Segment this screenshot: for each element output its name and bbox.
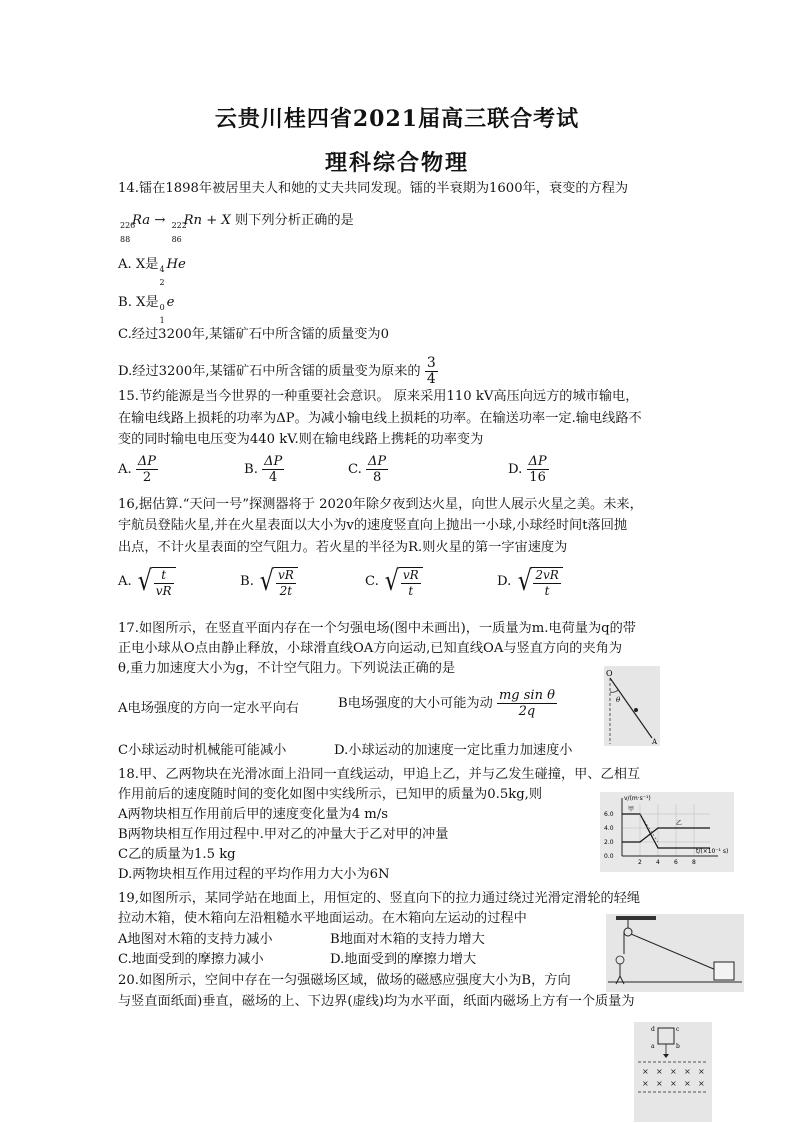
q18-ytick: 6.0: [604, 811, 614, 818]
fig-label-a: A: [652, 738, 658, 746]
q18-ytick: 0.0: [604, 853, 614, 860]
q14-option-d: D.经过3200年,某镭矿石中所含镭的质量变为原来的 $\frac{3}{4}$: [118, 355, 436, 387]
q18-stem-1: 18.甲、乙两物块在光滑冰面上沿同一直线运动，甲追上乙，并与乙发生碰撞，甲、乙相互: [118, 767, 641, 782]
q18-option-a: A两物块相互作用前后甲的速度变化量为4 m/s: [118, 807, 389, 822]
q18-xtick: 2: [638, 859, 642, 866]
svg-text:×: ×: [670, 1079, 677, 1088]
q14-option-a: A. X是 4 2 He: [118, 257, 186, 287]
svg-text:×: ×: [698, 1067, 705, 1076]
q18-fig-yi: 乙: [676, 820, 683, 827]
q15-stem-2: 在输电线路上损耗的功率为ΔP。为减小输电线上损耗的功率。在输送功率一定.输电线路不: [118, 411, 642, 426]
q18-xtick: 4: [656, 859, 660, 866]
q18-ytick: 2.0: [604, 839, 614, 846]
q20-label-d: d: [651, 1026, 655, 1033]
q19-option-a: A地图对木箱的支持力减小: [118, 932, 273, 947]
q18-figure: [600, 792, 734, 872]
q19-option-b: B地面对木箱的支持力增大: [330, 932, 485, 947]
q17-stem-2: 正电小球从O点由静止释放，小球滑直线OA方向运动,已知直线OA与竖直方向的夹角为: [118, 641, 623, 656]
q18-fig-jia: 甲: [628, 806, 635, 813]
q17-option-a: A电场强度的方向一定水平向右: [118, 701, 299, 716]
q20-stem-1: 20.如图所示，空间中存在一匀强磁场区域，做场的磁感应强度大小为B，方向: [118, 973, 571, 988]
q16-option-a: A. √ $\frac{t}{vR}$: [118, 564, 176, 599]
svg-text:×: ×: [670, 1067, 677, 1076]
q17-stem-1: 17.如图所示，在竖直平面内存在一个匀强电场(图中未画出)，一质量为m.电荷量为q的带: [118, 621, 636, 636]
q16-option-d: D. √ $\frac{2vR}{t}$: [497, 564, 563, 599]
q18-option-c: C乙的质量为1.5 kg: [118, 847, 236, 862]
q18-xtick: 6: [674, 859, 678, 866]
svg-text:×: ×: [642, 1079, 649, 1088]
q16-option-c: C. √ $\frac{vR}{t}$: [365, 564, 423, 599]
q19-stem-1: 19,如图所示，某同学站在地面上，用恒定的、竖直向下的拉力通过绕过光滑定滑轮的轻绳: [118, 891, 641, 906]
q14-option-b: B. X是 0 1 e: [118, 295, 175, 325]
fig-label-theta: θ: [616, 696, 621, 704]
q17-option-c: C小球运动时机械能可能减小: [118, 743, 287, 758]
svg-text:×: ×: [684, 1079, 691, 1088]
q19-stem-2: 拉动木箱，使木箱向左沿粗糙水平地面运动。在木箱向左运动的过程中: [118, 911, 527, 926]
fig-label-o: O: [606, 669, 613, 678]
page-subtitle: 理科综合物理: [324, 150, 469, 176]
q18-option-d: D.两物块相互作用过程的平均作用力大小为6N: [118, 867, 390, 882]
svg-text:×: ×: [642, 1067, 649, 1076]
q18-fig-ylabel: v/(m·s⁻¹): [624, 795, 651, 802]
q18-stem-2: 作用前后的速度随时间的变化如图中实线所示，已知甲的质量为0.5kg,则: [118, 787, 543, 802]
q14-stem: 14.镭在1898年被居里夫人和她的丈夫共同发现。镭的半衰期为1600年，衰变的方程为: [118, 181, 629, 196]
q19-option-c: C.地面受到的摩擦力减小: [118, 952, 264, 967]
q14-equation: 226 88 Ra → 222 86 Rn + X 则下列分析正确的是: [120, 213, 354, 244]
q18-fig-xlabel: t/(×10⁻¹ s): [696, 848, 729, 855]
q16-stem-1: 16,据估算.“天问一号”探测器将于 2020年除夕夜到达火星，向世人展示火星之美。未来，: [118, 497, 643, 512]
q16-option-b: B. √ $\frac{vR}{2t}$: [240, 564, 298, 599]
q16-stem-3: 出点，不计火星表面的空气阻力。若火星的半径为R.则火星的第一字宙速度为: [118, 540, 568, 555]
q15-stem-3: 变的同时输电电压变为440 kV.则在输电线路上携耗的功率变为: [118, 432, 484, 447]
q15-option-c: C. $\frac{\Delta P}{8}$: [348, 454, 387, 485]
q20-label-b: b: [676, 1043, 680, 1050]
q20-stem-2: 与竖直面纸面)垂直，磁场的上、下边界(虚线)均为水平面，纸面内磁场上方有一个质量为: [118, 994, 635, 1009]
q19-figure: [606, 914, 744, 992]
q14-option-c: C.经过3200年,某镭矿石中所含镭的质量变为0: [118, 327, 389, 342]
q18-ytick: 4.0: [604, 825, 614, 832]
q20-label-a: a: [651, 1043, 655, 1050]
q20-label-c: c: [676, 1026, 680, 1033]
q15-stem-1: 15.节约能源是当今世界的一种重要社会意识。 原来采用110 kV高压向远方的城市输电，: [118, 389, 639, 404]
svg-text:×: ×: [656, 1079, 663, 1088]
q15-option-a: A. $\frac{\Delta P}{2}$: [118, 454, 157, 485]
q15-option-d: D. $\frac{\Delta P}{16}$: [508, 454, 547, 485]
q20-figure: [634, 1022, 712, 1122]
page-title: 云贵川桂四省2021届高三联合考试: [214, 106, 580, 132]
q18-xtick: 8: [692, 859, 696, 866]
svg-text:×: ×: [698, 1079, 705, 1088]
q15-option-b: B. $\frac{\Delta P}{4}$: [244, 454, 283, 485]
q18-option-b: B两物块相互作用过程中.甲对乙的冲量大于乙对甲的冲量: [118, 827, 449, 842]
q17-figure: [604, 666, 660, 746]
q19-option-d: D.地面受到的摩擦力增大: [330, 952, 477, 967]
svg-text:×: ×: [684, 1067, 691, 1076]
q17-option-d: D.小球运动的加速度一定比重力加速度小: [334, 743, 573, 758]
q17-stem-3: θ,重力加速度大小为g，不计空气阻力。下列说法正确的是: [118, 661, 456, 676]
svg-text:×: ×: [656, 1067, 663, 1076]
q16-stem-2: 宇航员登陆火星,并在火星表面以大小为v的速度竖直向上抛出一小球,小球经时间t落回抛: [118, 518, 628, 533]
q17-option-b: B电场强度的大小可能为动 $\frac{\text{mg sin θ}}{2q}$: [338, 688, 555, 719]
